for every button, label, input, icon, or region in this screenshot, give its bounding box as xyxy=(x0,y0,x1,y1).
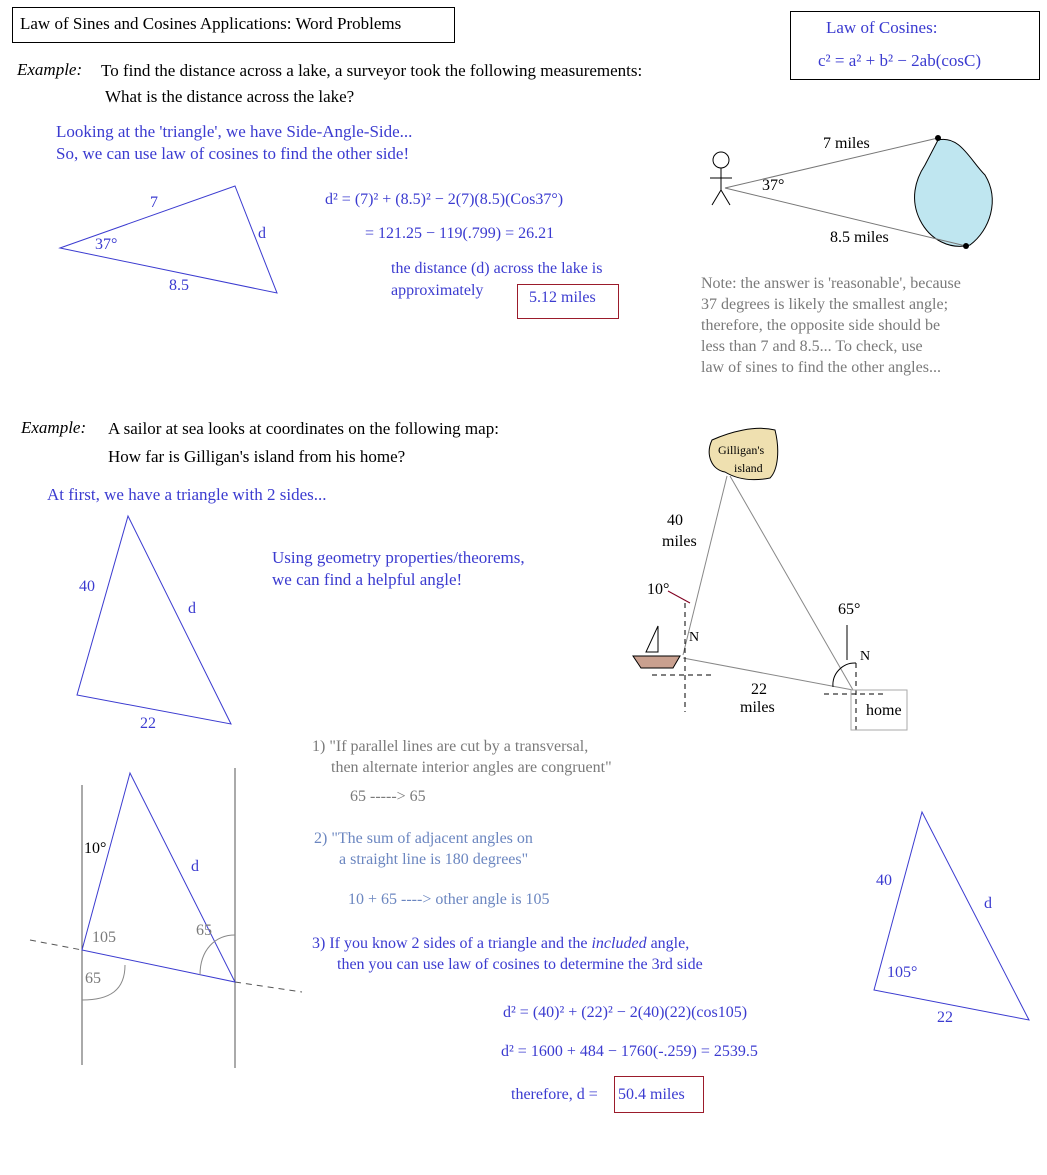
angle-label: 65 xyxy=(196,922,212,939)
side-label: 40 xyxy=(79,578,95,595)
side-label: d xyxy=(258,225,266,242)
law-formula: c² = a² + b² − 2ab(cosC) xyxy=(818,51,982,70)
parallel-lines-diagram xyxy=(30,768,302,1068)
map-distance: 22 xyxy=(751,681,767,698)
equation: d² = (7)² + (8.5)² − 2(7)(8.5)(Cos37°) xyxy=(325,191,564,208)
angle-label: 10° xyxy=(84,840,107,857)
island-label: island xyxy=(734,461,763,475)
map-angle: 10° xyxy=(647,581,670,598)
side-label: 7 xyxy=(150,194,158,211)
answer-value: 50.4 miles xyxy=(618,1086,685,1103)
problem-text: To find the distance across a lake, a surveyor took the following measurements: xyxy=(101,61,643,80)
law-heading: Law of Cosines: xyxy=(826,18,938,37)
example-label: Example: xyxy=(17,60,83,79)
equation: d² = (40)² + (22)² − 2(40)(22)(cos105) xyxy=(503,1004,748,1021)
answer-text: therefore, d = xyxy=(511,1086,598,1103)
problem-question: How far is Gilligan's island from his home? xyxy=(108,447,406,466)
note-line: So, we can use law of cosines to find the other side! xyxy=(56,144,410,163)
check-note: 37 degrees is likely the smallest angle; xyxy=(701,296,949,313)
angle-label: 105 xyxy=(92,929,116,946)
pic-side: 8.5 miles xyxy=(830,229,889,246)
map-distance: miles xyxy=(740,699,775,716)
lake-shape xyxy=(915,139,993,246)
example-label: Example: xyxy=(21,418,87,437)
check-note: therefore, the opposite side should be xyxy=(701,317,941,334)
step-2-result: 10 + 65 ----> other angle is 105 xyxy=(348,891,550,908)
map-angle: 65° xyxy=(838,601,861,618)
problem-question: What is the distance across the lake? xyxy=(105,87,355,106)
note-line: Using geometry properties/theorems, xyxy=(272,548,525,567)
answer-value: 5.12 miles xyxy=(529,289,596,306)
triangle-sas xyxy=(874,812,1029,1020)
step-2: 2) "The sum of adjacent angles on xyxy=(314,830,533,847)
step-3-text: angle, xyxy=(646,935,690,952)
angle-label: 65 xyxy=(85,970,101,987)
pic-side: 7 miles xyxy=(823,135,870,152)
check-note: less than 7 and 8.5... To check, use xyxy=(701,338,923,355)
step-3 xyxy=(312,934,689,955)
side-label: 40 xyxy=(876,872,892,889)
side-label: 22 xyxy=(937,1009,953,1026)
note-line: we can find a helpful angle! xyxy=(272,570,463,589)
step-1: then alternate interior angles are congruent" xyxy=(331,759,612,776)
equation: d² = 1600 + 484 − 1760(-.259) = 2539.5 xyxy=(501,1043,758,1060)
page-title: Law of Sines and Cosines Applications: Word Problems xyxy=(20,14,402,33)
north-label: N xyxy=(860,649,871,664)
equation: = 121.25 − 119(.799) = 26.21 xyxy=(365,225,555,242)
island-label: Gilligan's xyxy=(718,443,765,457)
note-line: At first, we have a triangle with 2 sides... xyxy=(47,485,327,504)
step-2: a straight line is 180 degrees" xyxy=(339,851,529,868)
pic-angle: 37° xyxy=(762,177,785,194)
map-distance: 40 xyxy=(667,512,683,529)
map-distance: miles xyxy=(662,533,697,550)
north-label: N xyxy=(689,630,700,645)
angle-label: 37° xyxy=(95,236,118,253)
step-1-result: 65 -----> 65 xyxy=(350,788,426,805)
answer-text: approximately xyxy=(391,282,484,299)
step-3-text: 3) If you know 2 sides of a triangle and the xyxy=(312,935,592,952)
check-note: law of sines to find the other angles... xyxy=(701,359,941,376)
side-label: d xyxy=(191,858,199,875)
problem-text: A sailor at sea looks at coordinates on the following map: xyxy=(108,419,499,438)
side-label: 8.5 xyxy=(169,277,189,294)
step-1: 1) "If parallel lines are cut by a transversal, xyxy=(312,738,589,755)
map-diagram xyxy=(633,428,907,730)
check-note: Note: the answer is 'reasonable', because xyxy=(701,275,961,292)
angle-label: 105° xyxy=(887,964,918,981)
answer-text: the distance (d) across the lake is xyxy=(391,260,603,277)
triangle-two-sides xyxy=(77,516,231,724)
side-label: 22 xyxy=(140,715,156,732)
side-label: d xyxy=(984,895,992,912)
step-3-italic: included xyxy=(591,935,647,952)
note-line: Looking at the 'triangle', we have Side-Angle-Side... xyxy=(56,122,413,141)
side-label: d xyxy=(188,600,196,617)
home-label: home xyxy=(866,702,902,719)
step-3: then you can use law of cosines to determine the 3rd side xyxy=(337,956,703,973)
